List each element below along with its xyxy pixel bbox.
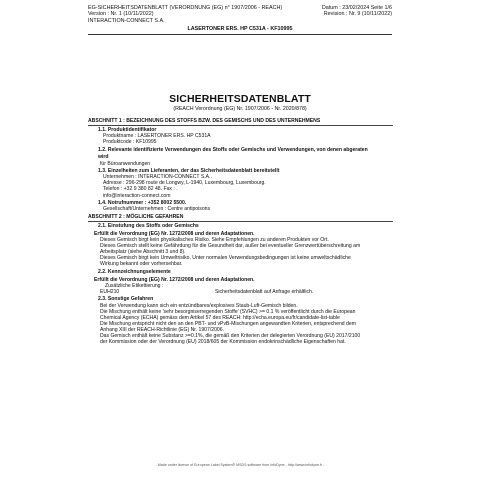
endocrine-text: Das Gemisch enthält keine Substanz >=0.1%, die gemäß den Kriterien der delegierten Verordnung (EU) 2017/2100: [100, 333, 361, 339]
header-version: Version : Nr. 1 (10/11/2022): [88, 11, 154, 18]
product-use: für Büroanwendungen: [100, 160, 151, 167]
header-company: INTERACTION-CONNECT S.A.: [88, 17, 165, 24]
subsection-1-1: 1.1. Produktidentifikator: [98, 127, 157, 134]
dust-hazard-text: Bei der Verwendung kann sich ein entzündbares/explosives Staub-Luft-Gemisch bilden.: [100, 302, 298, 309]
document-subtitle: (REACH Verordnung (EG) Nr. 1907/2006 - Nr. 2020/878): [173, 106, 307, 112]
product-code: Produktcode : KF10995: [103, 139, 157, 146]
header-date-page: Datum : 23/02/2024 Seite 1/6: [321, 5, 392, 11]
emergency-society: Gesellschaft/Unternehmen : Centre antipoisons: [103, 206, 211, 213]
subsection-2-2: 2.2. Kennzeichnungselemente: [98, 269, 171, 276]
subsection-2-3: 2.3. Sonstige Gefahren: [98, 296, 154, 303]
extra-labelling-label: Zusätzliche Etikettierung :: [105, 282, 164, 289]
section-2-heading: ABSCHNITT 2 : MÖGLICHE GEFAHREN: [88, 214, 393, 222]
euh-text: Sicherheitsdatenblatt auf Anfrage erhältlich.: [215, 288, 314, 295]
endocrine-text-cont: der Kommission oder der Verordnung (EU) 2018/605 der Kommission endokrinschädliche Eigenschaften hat.: [100, 339, 346, 346]
header-left: [88, 5, 282, 24]
supplier-address: Adresse : 296-298 route de Longwy, L-1940, Luxembourg, Luxembourg.: [103, 180, 266, 187]
document-title: SICHERHEITSDATENBLATT: [169, 93, 311, 105]
health-risk-text: Dieses Gemisch stellt keine Gefährdung für die Gesundheit dar, außer bei eventueller Grenzwertüberschreitung am: [100, 243, 361, 250]
euh-row: [88, 289, 393, 295]
supplier-email[interactable]: info@interaction-connect.com: [103, 192, 171, 199]
header-right: [322, 5, 392, 18]
document-body: [88, 116, 393, 345]
header-regulation: EG-SICHERHEITSDATENBLATT (VERORDNUNG (EG) n° 1907/2006 - REACH): [88, 5, 283, 11]
subsection-2-1: 2.1. Einstufung des Stoffs oder Gemischs: [98, 223, 199, 230]
physical-risk-text: Dieses Gemisch birgt kein physikalisches Risiko. Siehe Empfehlungen zu anderen Produkten vor Ort.: [100, 237, 329, 244]
subsection-1-3: 1.3. Einzelheiten zum Lieferanten, der das Sicherheitsdatenblatt bereitstellt: [98, 168, 280, 175]
header-divider: [88, 34, 392, 35]
supplier-phone: Telefon : +32 9 380 82 48. Fax : .: [103, 186, 178, 193]
pbt-text: Die Mischung entspricht nicht den an den PBT- und vPvB-Mischungen angewandten Kriterien, entsprechend dem: [100, 320, 356, 327]
euh-code: EUH210: [100, 288, 120, 295]
pbt-text-cont: Anhang XIII der REACH-Richtlinie (EG) Nr. 1907/2006.: [100, 326, 225, 333]
subsection-1-2: 1.2. Relevante identifizierte Verwendungen des Stoffs oder Gemischs und Verwendungen, von denen abgeraten: [98, 146, 368, 153]
health-risk-text-cont: Arbeitsplatz (siehe Abschnitt 3 und 8).: [100, 249, 186, 256]
svhc-text-cont: Chemical Agency (ECHA) gemäss dem Artikel 57 des REACH: http://echa.europa.eu/fr/candidate-list-table: [100, 314, 340, 321]
environment-risk-text-cont: Wirkung bekannt oder vorhersehbar.: [100, 261, 183, 268]
subsection-1-4: 1.4. Notrufnummer : +352 8002 5500.: [98, 200, 187, 207]
supplier-company: Unternehmen : INTERACTION-CONNECT S.A..: [103, 174, 212, 181]
product-name: Produktname : LASERTONER ERS. HP C531A: [103, 133, 211, 140]
page-footer: - Made under licence of European Label System® MSDS software from InfoDyne - http://www.infodyne.fr -: [155, 463, 325, 467]
classification-regulation: Erfüllt die Verordnung (EG) Nr. 1272/2008 und deren Adaptationen.: [94, 231, 255, 237]
subsection-1-2-cont: wird: [98, 154, 109, 161]
labelling-regulation: Erfüllt die Verordnung (EG) Nr. 1272/2008 und deren Adaptationen.: [94, 276, 255, 283]
svhc-text: Die Mischung enthält keine 'sehr besorgniserregenden Stoffe' (SVHC) >= 0.1 % veröffentlicht durch die European: [100, 308, 356, 315]
environment-risk-text: Dieses Gemisch birgt kein Umweltrisiko. Unter normalen Verwendungsbedingungen ist keine umweltschädliche: [100, 255, 351, 262]
section-1-heading: ABSCHNITT 1 : BEZEICHNUNG DES STOFFS BZW. DES GEMISCHS UND DES UNTERNEHMENS: [88, 118, 393, 126]
header-revision: Revision : Nr. 9 (10/11/2022): [323, 11, 392, 18]
header-product: LASERTONER ERS. HP C531A - KF10995: [187, 26, 293, 32]
